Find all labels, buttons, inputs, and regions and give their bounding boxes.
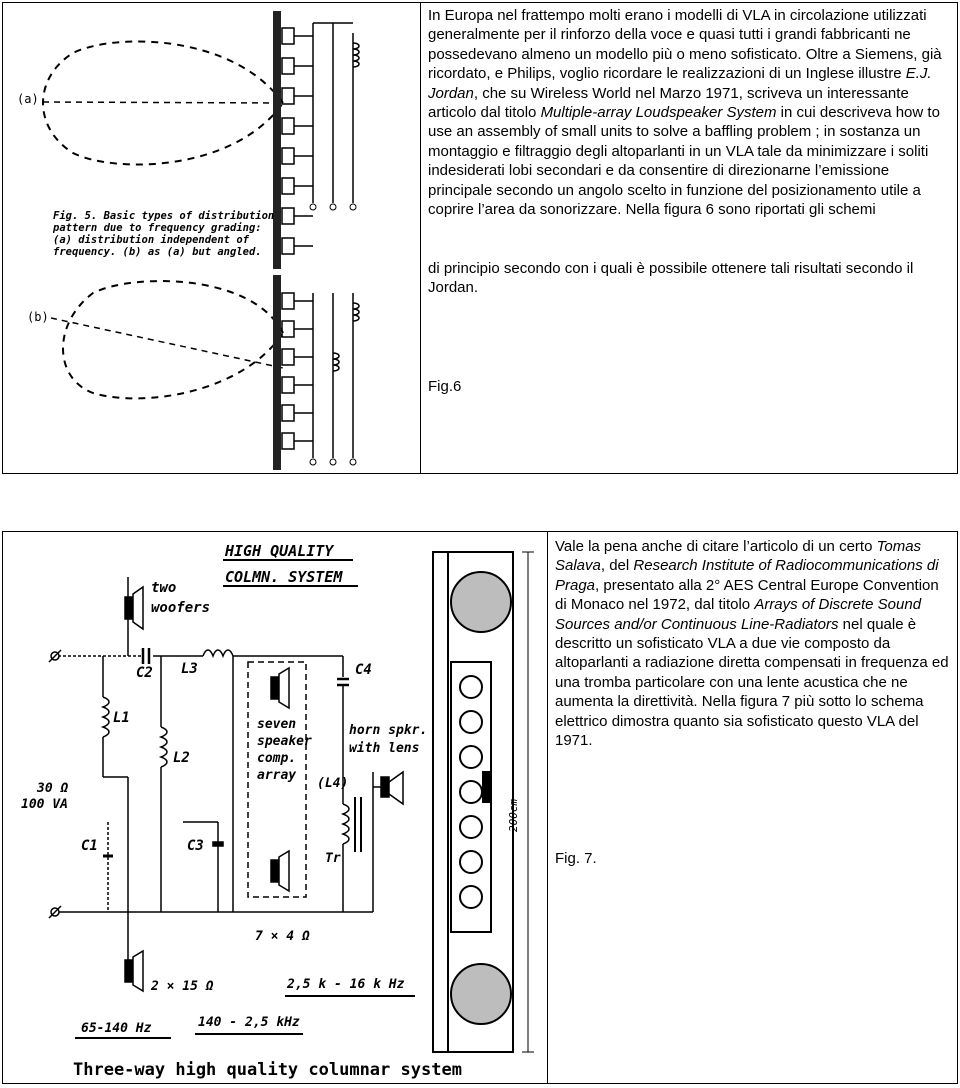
label-L3: L3 bbox=[181, 661, 198, 677]
speaker-array-b bbox=[282, 293, 359, 458]
paragraph-jordan: In Europa nel frattempo molti erano i modelli di VLA in circolazione utilizzati generalmente per il rinforzo della voce e quasi tutti i grandi fabbricanti ne possedevano almeno un modello più o meno sofisticato. Oltre a Siemens, già ricordato, e Philips, voglio ricordare le realizzazioni di un Inglese illustre E.J. Jordan, che su Wireless World nel Marzo 1971, scriveva un interessante articolo dal titolo Multiple-array Loudspeaker System in cui descriveva how to use an assembly of small units to solve a baffling problem ; in sostanza un montaggio e filtraggio degli altoparlanti in un VLA tale da minimizzare i soliti indesiderati lobi secondari e da consentire di direzionarne l’emissione principale secondo un angolo scelto in funzione del posizionamento utile a coprire l’area da sonorizzare. Nella figura 6 sono riportati gli schemi bbox=[428, 7, 942, 219]
polar-lobe-b bbox=[63, 281, 283, 398]
woofers-label-1: two bbox=[151, 580, 177, 596]
schematic-caption: Three-way high quality columnar system bbox=[73, 1060, 462, 1080]
svg-text:Fig. 5. Basic types of distrib: Fig. 5. Basic types of distribution bbox=[53, 210, 275, 222]
polar-lobe-a bbox=[43, 41, 283, 164]
svg-text:seven: seven bbox=[257, 717, 297, 732]
svg-text:pattern due to frequency gradi: pattern due to frequency grading: bbox=[53, 222, 262, 234]
figure6-diagram bbox=[3, 3, 420, 473]
label-band-mid: 2,5 k - 16 k Hz bbox=[287, 977, 405, 992]
label-b: (b) bbox=[27, 310, 49, 324]
label-band-low: 65-140 Hz bbox=[81, 1021, 152, 1036]
schem-title-1: HIGH QUALITY bbox=[225, 542, 334, 560]
svg-text:speaker: speaker bbox=[257, 734, 312, 749]
label-C2: C2 bbox=[136, 665, 153, 681]
schem-title-2: COLMN. SYSTEM bbox=[225, 568, 343, 586]
label-L4: (L4) bbox=[317, 776, 349, 791]
svg-text:horn spkr.: horn spkr. bbox=[349, 723, 428, 738]
figure7-cell bbox=[2, 531, 548, 1084]
text-cell-2 bbox=[547, 531, 958, 1084]
speaker-array-a bbox=[282, 23, 359, 254]
label-L2: L2 bbox=[173, 750, 190, 766]
figure7-schematic bbox=[3, 532, 547, 1083]
label-array-imp: 7 × 4 Ω bbox=[255, 929, 310, 944]
label-a: (a) bbox=[17, 92, 39, 106]
fig6-label: Fig.6 bbox=[428, 378, 462, 395]
svg-text:frequency. (b) as (a) but angl: frequency. (b) as (a) but angled. bbox=[53, 246, 262, 258]
svg-text:with lens: with lens bbox=[349, 741, 420, 756]
text-cell-1 bbox=[420, 2, 958, 474]
paragraph-salava: Vale la pena anche di citare l’articolo di un certo Tomas Salava, del Research Institute of Radiocommunications di Praga, presentato alla 2° AES Central Europe Convention di Monaco nel 1972, dal titolo Arrays of Discrete Sound Sources and/or Continuous Line-Radiators nel quale è descritto un sofisticato VLA a due vie composto da altoparlanti a radiazione diretta compensati in frequenza ed una tromba particolare con una lente acustica che ne aumenta la direttività. Nella figura 7 più sotto lo schema elettrico dimostra quanto sia sofisticato questo VLA del 1971. bbox=[555, 538, 949, 750]
label-band-lowmid: 140 - 2,5 kHz bbox=[198, 1015, 300, 1030]
woofers-label-2: woofers bbox=[151, 600, 211, 616]
label-L1: L1 bbox=[113, 710, 130, 726]
figure6-cell bbox=[2, 2, 421, 474]
label-C4: C4 bbox=[355, 662, 372, 678]
paragraph-jordan-2: di principio secondo con i quali è possibile ottenere tali risultati secondo il Jordan. bbox=[428, 260, 914, 297]
column-height: 200cm bbox=[507, 798, 520, 832]
label-power: 100 VA bbox=[21, 797, 68, 812]
fig5-caption bbox=[52, 210, 274, 258]
svg-text:comp.: comp. bbox=[257, 751, 297, 766]
label-C1: C1 bbox=[81, 838, 98, 854]
fig7-label: Fig. 7. bbox=[555, 850, 597, 867]
svg-text:(a) distribution independent o: (a) distribution independent of bbox=[53, 234, 249, 246]
label-woofer-imp: 2 × 15 Ω bbox=[151, 979, 214, 994]
svg-text:array: array bbox=[257, 768, 297, 783]
label-C3: C3 bbox=[187, 838, 204, 854]
label-Tr: Tr bbox=[325, 851, 341, 866]
label-impedance: 30 Ω bbox=[37, 781, 69, 796]
